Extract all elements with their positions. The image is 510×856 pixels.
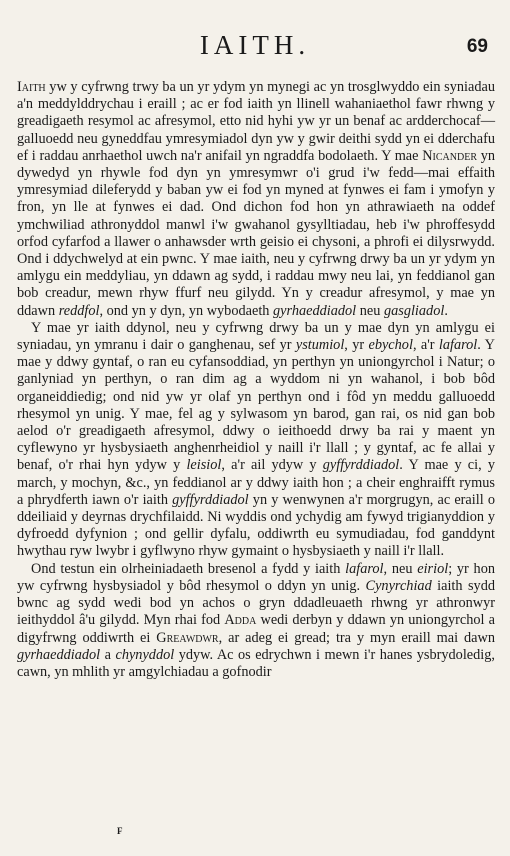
text-run: , a'r <box>412 337 439 354</box>
italic-term: gasgliadol <box>383 302 445 319</box>
text-run: , a'r ail ydyw y <box>221 457 323 474</box>
italic-term: gyrhaeddiadol <box>17 646 101 663</box>
text-run: ; yr hon yw cyfrwng hysbysiadol y bôd rhesymol o ddyn yn unig. <box>17 560 495 594</box>
small-caps-name: Nicander <box>422 147 477 164</box>
italic-term: reddfol <box>58 302 100 319</box>
italic-term: Cynyrchiad <box>365 577 432 594</box>
text-run: , ar adeg ei gread; tra y myn eraill mai dawn <box>218 629 495 646</box>
italic-term: ebychol <box>368 337 413 354</box>
paragraph-2 <box>17 320 495 561</box>
text-run: Ond testun ein olrheiniadaeth bresenol a fydd y iaith <box>31 560 346 577</box>
text-run: yn dywedyd yn rhywle fod dyn yn ymresymwr o'i grud i'w fedd—mai effaith ymresymiad dileferydd y baban yw ei fod yn myned at fynwes ei fam i ymofyn y fron, yn lle at fynwes ei dad. Ond dichon fod hon yn athrawiaeth na oddef ymchwiliad athronyddol manwl i'w gwahanol gysylltiadau, heb i'w phroffesydd orfod cyfarfod a llawer o anhawsder wrth geisio ei chysoni, a phrofi ei dilysrwydd. Ond i ddychwelyd at ein pwnc. Y mae iaith, neu y cyfrwng drwy ba un yr ydym yn amlygu ein meddyliau, yn ddawn ag sydd, i raddau mwy neu lai, yn feddianol gan bob creadur, mewn rhyw ffurf neu gilydd. Yn y creadur afresymol, y mae yn ddawn <box>17 147 496 319</box>
paragraph-1 <box>17 79 495 320</box>
italic-term: ystumiol <box>295 337 345 354</box>
small-caps-name: Iaith <box>17 79 46 95</box>
small-caps-name: Greawdwr <box>156 629 219 646</box>
paragraph-3 <box>17 561 495 681</box>
text-run: . <box>444 302 448 319</box>
italic-term: gyffyrddiadol <box>172 491 249 508</box>
page-title: IAITH. <box>199 30 311 60</box>
text-run: . Y mae y ci, y march, y mochyn, &c., yn feddianol ar y ddwy iaith hon ; a cheir enghraifft rymus a phrydferth iawn o'r iaith <box>17 457 495 508</box>
signature-mark: F <box>117 826 123 836</box>
italic-term: chynyddol <box>115 646 175 663</box>
text-run: yn y wenwynen a'r morgrugyn, ac eraill o ddeiliaid y deyrnas drychfilaidd. Ni wyddis ond ychydig am fywyd trigianyddion y dyfroedd dyfynion ; ond gellir dyfalu, oddiwrth eu symudiadau, fod ganddynt hwythau ryw lwybr i gyflwyno rhyw gymaint o hysbysiaeth y naill i'r llall. <box>17 491 495 560</box>
running-head <box>18 30 492 64</box>
text-run: neu <box>356 302 384 319</box>
text-run: wedi derbyn y ddawn yn uniongyrchol a digyfrwng oddiwrth ei <box>17 612 496 646</box>
text-run: yw y cyfrwng trwy ba un yr ydym yn mynegi ac yn trosglwyddo ein syniadau a'n meddylddrychau i eraill ; ac er fod iaith yn llinell wahaniaethol fawr rhwng y greadigaeth resymol ac afresymol, etto nid hyhi yw yr un benaf ac ardderchocaf—galluoedd neu gyneddfau ymresymiadol dyn yw y gwir deithi sydd yn ei dderchafu ef i raddau anrhaethol uwch na'r anifail yn ngraddfa bodolaeth. Y mae <box>17 79 495 164</box>
text-run: iaith sydd bwnc ag sydd wedi bod yn achos o gryn ddadleuaeth rhwng yr athronwyr ieithyddol â'u gilydd. Myn rhai fod <box>17 577 495 629</box>
small-caps-name: Adda <box>224 612 257 629</box>
italic-term: eiriol <box>417 560 449 577</box>
italic-term: leisiol <box>186 457 222 474</box>
text-run: , yr <box>344 337 369 354</box>
italic-term: gyffyrddiadol <box>322 457 400 474</box>
page-number: 69 <box>466 36 488 57</box>
text-run: ydyw. Ac os edrychwn i mewn i'r hanes ysbrydoledig, cawn, yn mhlith yr amgylchiadau a gofnodir <box>17 646 495 680</box>
text-run: . Y mae y ddwy gyntaf, o ran eu cyfansoddiad, yn perthyn yn uniongyrchol i Natur; o ganlyniad yn perthyn, o ran dim ag a wyddom ni yn wahanol, i bob bôd organeiddiedig; ond nid yw yr olaf yn perthyn ond i fôd yn meddu galluoedd rhesymol yn unig. Y mae, fel ag y sylwasom yn barod, gan rai, os nid gan bob aelod o'r greadigaeth afresymol, ddwy o ieithoedd drwy ba rai y maent yn cyflewyno yr hysbysiaeth anghenrheidiol y naill i'r llall ; y gyntaf, ac fe allai y benaf, o'r rhai hyn ydyw y <box>17 337 495 474</box>
text-run: , ond yn y dyn, yn wybodaeth <box>99 302 274 319</box>
italic-term: gyrhaeddiadol <box>273 302 357 319</box>
text-run: Y mae yr iaith ddynol, neu y cyfrwng drwy ba un y mae dyn yn amlygu ei syniadau, yn ymranu i dair o ganghenau, sef yr <box>17 319 495 354</box>
text-run: , neu <box>383 560 418 577</box>
italic-term: lafarol <box>345 560 384 577</box>
body-text <box>17 79 495 681</box>
italic-term: lafarol <box>438 337 478 354</box>
text-run: a <box>100 646 116 663</box>
